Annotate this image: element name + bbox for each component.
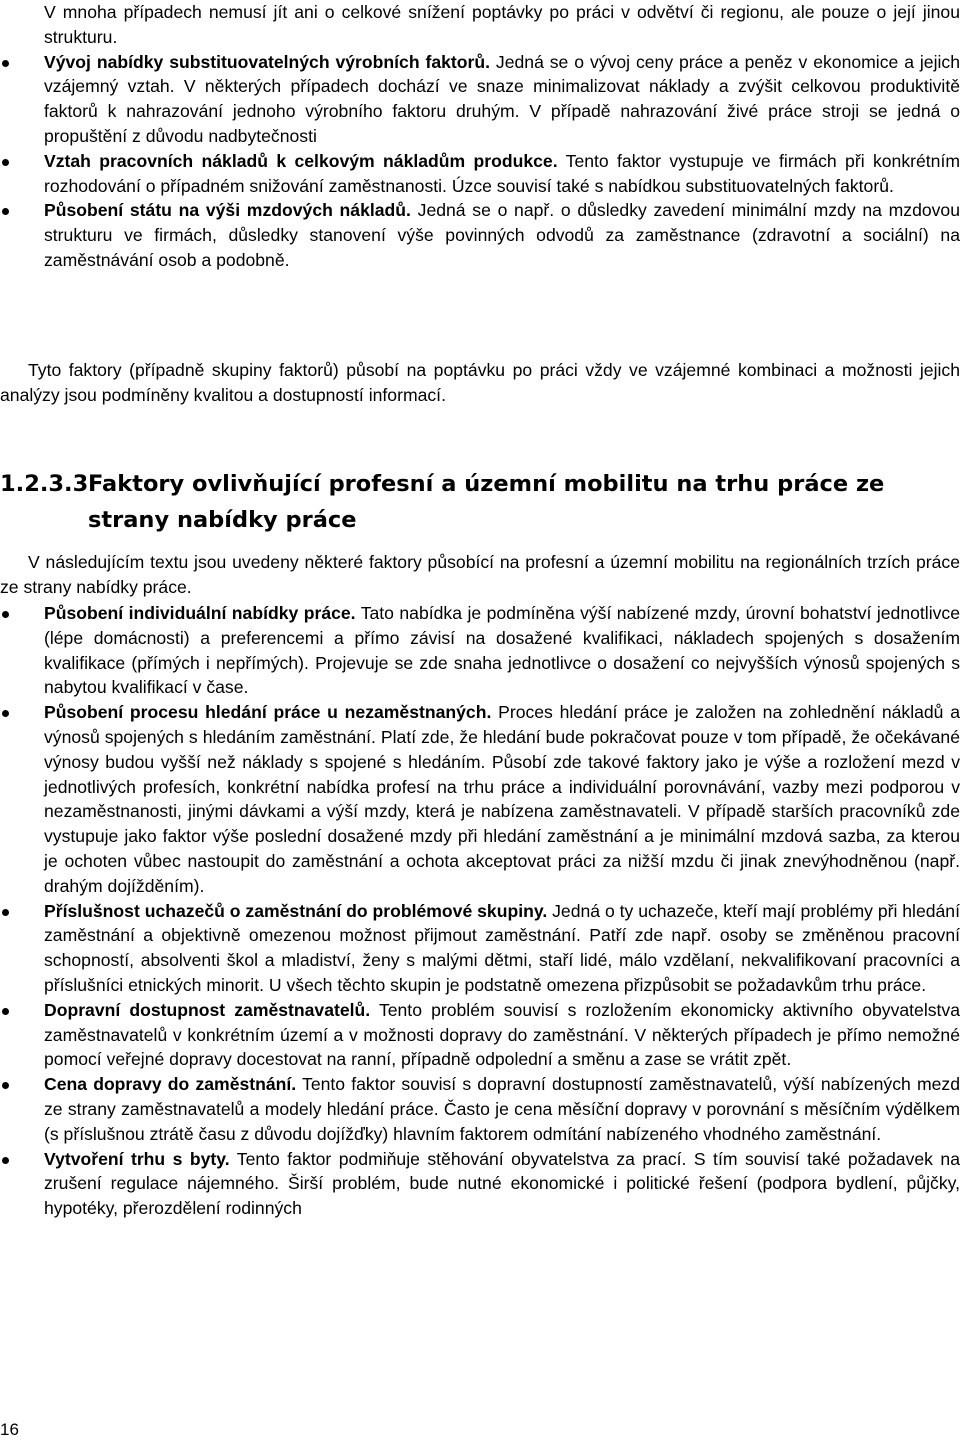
bullet-title: Působení státu na výši mzdových nákladů.: [44, 200, 411, 221]
bullet-title: Cena dopravy do zaměstnání.: [44, 1074, 297, 1095]
list-item: [0, 198, 960, 272]
continuation-paragraph: V mnoha případech nemusí jít ani o celkové snížení poptávky po práci v odvětví či regionu, ale pouze o její jinou strukturu.: [44, 2, 960, 47]
bullet-icon: [2, 1157, 9, 1164]
section-title-line1: Faktory ovlivňující profesní a územní mobilitu na trhu práce ze: [88, 471, 885, 497]
bullet-title: Vývoj nabídky substituovatelných výrobních faktorů.: [44, 51, 490, 72]
bullet-list-1: [0, 50, 960, 273]
bullet-block-1: [0, 0, 960, 273]
list-item: [0, 700, 960, 898]
bullet-text: Jedná se o např. o důsledky zavedení minimální mzdy na mzdovou strukturu ve firmách, důsledky stanovení výše povinných odvodů za zaměstnance (zdravotní a sociální) na zaměstnávání osob a podobně.: [44, 200, 960, 270]
list-item: [0, 899, 960, 998]
bullet-icon: [2, 1082, 9, 1089]
list-item: [0, 998, 960, 1072]
bullet-icon: [2, 611, 9, 618]
bullet-title: Dopravní dostupnost zaměstnavatelů.: [44, 999, 371, 1020]
page-number: 16: [0, 1420, 19, 1439]
bullet-text: Tento problém souvisí s rozložením ekonomicky aktivního obyvatelstva zaměstnavatelů v konkrétním území a v možnosti dopravy do zaměstnání. V některých případech je přímo nemožné pomocí veřejné dopravy docestovat na ranní, případně odpolední a směnu a zase se vrátit zpět.: [44, 999, 960, 1070]
bullet-list-2: [0, 601, 960, 1221]
section-title-line2: strany nabídky práce: [88, 507, 357, 533]
bullet-icon: [2, 909, 9, 916]
bullet-text: Tento faktor souvisí s dopravní dostupností zaměstnavatelů, výší nabízených mezd ze strany zaměstnavatelů a modely hledání práce. Často je cena měsíční dopravy v porovnání s měsíčním výdělkem (s příslušnou ztrátě času z důvodu dojížďky) hlavním faktorem odmítání nabízeného vhodného zaměstnání.: [44, 1074, 960, 1144]
bullet-text: Tento faktor podmiňuje stěhování obyvatelstva za prací. S tím souvisí také požadavek na zrušení regulace nájemného. Širší problém, bude nutné ekonomické i politické řešení (podpora bydlení, půjčky, hypotéky, přerozdělení rodinných: [44, 1148, 960, 1219]
bullet-title: Působení individuální nabídky práce.: [44, 603, 356, 623]
bullet-title: Působení procesu hledání práce u nezaměstnaných.: [44, 702, 492, 723]
bullet-title: Vztah pracovních nákladů k celkovým nákladům produkce.: [44, 150, 558, 171]
bullet-icon: [2, 208, 9, 215]
summary-paragraph: Tyto faktory (případně skupiny faktorů) působí na poptávku po práci vždy ve vzájemné kombinaci a možnosti jejich analýzy jsou podmíněny kvalitou a dostupností informací.: [0, 360, 960, 405]
bullet-text: Proces hledání práce je založen na zohlednění nákladů a výnosů spojených s hledáním zaměstnání. Platí zde, že hledání bude pokračovat pouze v tom případě, že očekávané výnosy budou vyšší než náklady s spojené s hledáním. Působí zde takové faktory jako je výše a rozložení mezd v jednotlivých profesích, konkrétní nabídka profesí na trhu práce a individuální porovnávání, vazby mezi podporou v nezaměstnanosti, jinými dávkami a výší mzdy, která je nabízena zaměstnavateli. V případě starších pracovníků zde vystupuje jako faktor výše poslední dosažené mzdy při hledání zaměstnání a je minimální mzdová sazba, za kterou je ochoten vůbec nastoupit do zaměstnání a ochota akceptovat práci za nižší mzdu či jinak znevýhodněnou (např. drahým dojížděním).: [44, 702, 960, 896]
bullet-text: Jedná se o vývoj ceny práce a peněz v ekonomice a jejich vzájemný vztah. V některých případech dochází ve snaze minimalizovat náklady a zvýšit celkovou produktivitě faktorů k nahrazování jednoho výrobního faktoru druhým. V případě nahrazování živé práce stroji se jedná o propuštění z důvodu nadbytečnosti: [44, 51, 960, 146]
list-item: [0, 1072, 960, 1146]
intro-paragraph: V následujícím textu jsou uvedeny některé faktory působící na profesní a územní mobilitu na regionálních trzích práce ze strany nabídky práce.: [0, 552, 960, 597]
bullet-text: Jedná o ty uchazeče, kteří mají problémy při hledání zaměstnání a objektivně omezenou možnost přijmout zaměstnání. Patří zde např. osoby se změněnou pracovní schopností, absolventi škol a mladiství, ženy s malými dětmi, staří lidé, málo vzdělaní, nekvalifikovaní pracovníci a příslušníci etnických minorit. U všech těchto skupin je podstatně omezena přizpůsobit se požadavkům trhu práce.: [44, 900, 960, 995]
bullet-icon: [2, 159, 9, 166]
list-item: [0, 50, 960, 149]
bullet-title: Vytvoření trhu s byty.: [44, 1148, 230, 1169]
bullet-text: Tato nabídka je podmíněna výší nabízené mzdy, úrovní bohatství jednotlivce (lépe domácnosti) a preferencemi a přímo závisí na dosažené kvalifikaci, nákladech spojených s dosažením kvalifikace (přímých i nepřímých). Projevuje se zde snaha jednotlivce o dosažení co nejvyšších výnosů spojených s nabytou kvalifikací v čase.: [44, 603, 960, 698]
bullet-text: Tento faktor vystupuje ve firmách při konkrétním rozhodování o případném snižování zaměstnanosti. Úzce souvisí také s nabídkou substituovatelných faktorů.: [44, 150, 960, 196]
list-item: [0, 149, 960, 199]
bullet-icon: [2, 710, 9, 717]
section-heading: [0, 466, 960, 538]
list-item: [0, 1147, 960, 1221]
bullet-icon: [2, 1008, 9, 1015]
bullet-icon: [2, 60, 9, 67]
list-item: [0, 601, 960, 700]
section-number: 1.2.3.3: [0, 471, 89, 497]
bullet-title: Příslušnost uchazečů o zaměstnání do problémové skupiny.: [44, 900, 548, 921]
